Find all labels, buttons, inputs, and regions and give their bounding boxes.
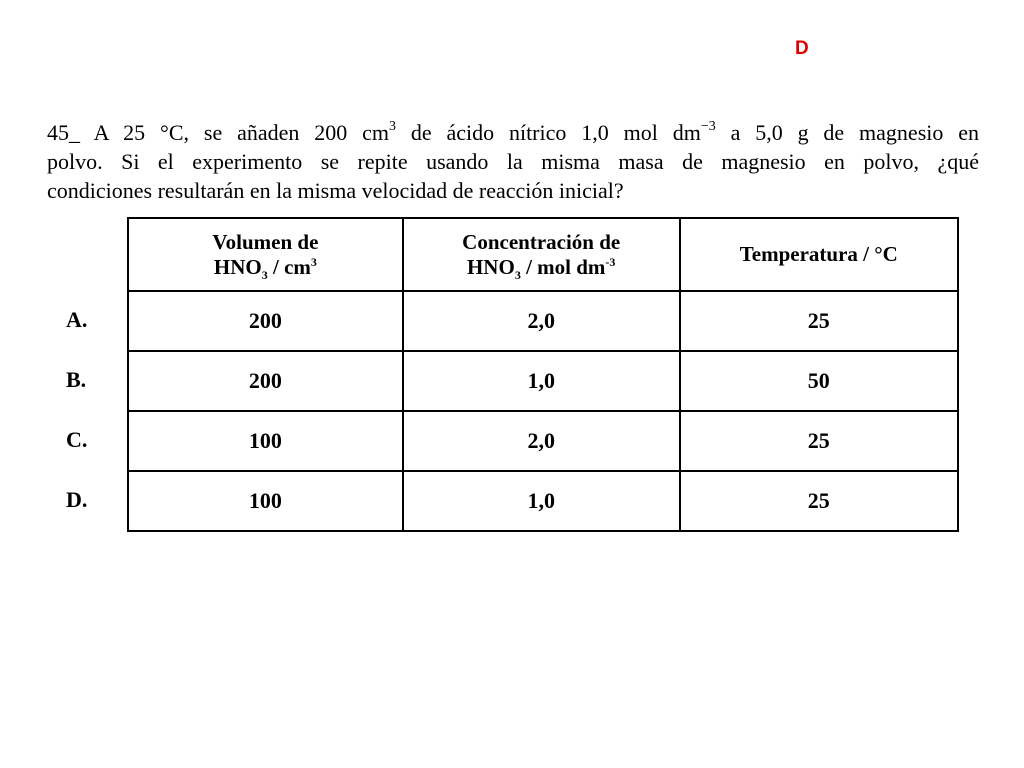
cell-concentration: 1,0 (403, 471, 680, 531)
header-volume: Volumen de $HNO_3 / cm^3$ (128, 218, 403, 291)
header-temperature: Temperatura / °C (680, 218, 958, 291)
table-row (128, 411, 958, 471)
cell-temperature: 25 (680, 411, 958, 471)
cell-volume: 100 (128, 411, 403, 471)
header-concentration: Concentración de $HNO_3$ / mol $dm^{-3}$ (403, 218, 680, 291)
options-table (127, 217, 959, 532)
question-line-2: polvo. Si el experimento se repite usando la misma masa de magnesio en polvo, ¿qué (47, 149, 979, 174)
cell-temperature: 50 (680, 351, 958, 411)
table-row (128, 291, 958, 351)
option-label-d: D. (66, 487, 88, 512)
cell-concentration: 1,0 (403, 351, 680, 411)
cell-volume: 100 (128, 471, 403, 531)
option-labels (66, 290, 116, 530)
table-header-row (128, 218, 958, 291)
cell-temperature: 25 (680, 471, 958, 531)
cell-volume: 200 (128, 351, 403, 411)
option-label-a: A. (66, 307, 88, 332)
cell-concentration: 2,0 (403, 411, 680, 471)
table-row (128, 471, 958, 531)
question-line-3: condiciones resultarán en la misma velocidad de reacción inicial? (47, 178, 624, 203)
cell-volume: 200 (128, 291, 403, 351)
question-text (47, 118, 979, 205)
question-line-1: 45_ A 25 °C, se añaden 200 $cm^3$ de ácido nítrico 1,0 mol $dm^{-3}$ a 5,0 g de magnesio en (47, 118, 979, 145)
cell-temperature: 25 (680, 291, 958, 351)
table-row (128, 351, 958, 411)
answer-key: D (795, 38, 809, 59)
cell-concentration: 2,0 (403, 291, 680, 351)
option-label-b: B. (66, 367, 87, 392)
option-label-c: C. (66, 427, 88, 452)
